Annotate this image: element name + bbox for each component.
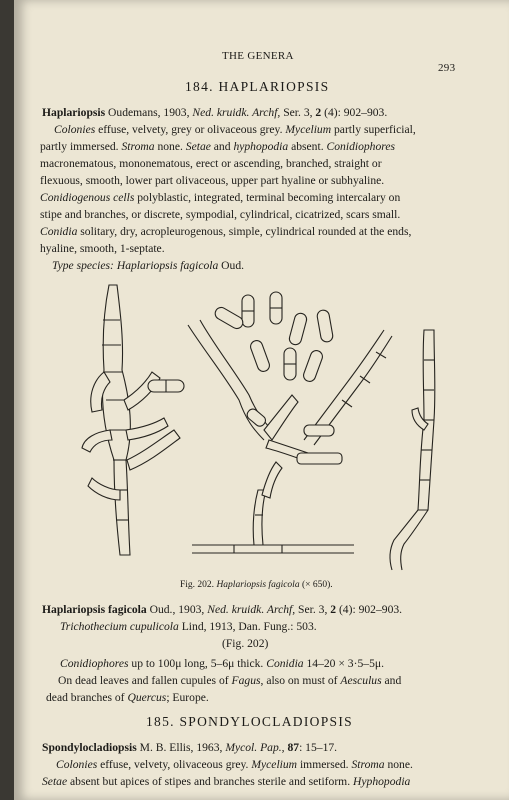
desc185-line-1: Colonies effuse, velvety, olivaceous grey. Mycelium immersed. Stroma none.	[56, 758, 413, 771]
section-heading-185: 185. SPONDYLOCLADIOPSIS	[146, 714, 353, 729]
fig-reference: (Fig. 202)	[222, 637, 269, 650]
section-heading-184: 184. HAPLARIOPSIS	[185, 79, 330, 94]
desc-line-8: hyaline, smooth, 1-septate.	[40, 242, 165, 255]
type-species: Type species: Haplariopsis fagicola Oud.	[52, 259, 245, 272]
desc-line-1: Colonies effuse, velvety, grey or olivaceous grey. Mycelium partly superficial,	[54, 123, 416, 136]
running-head: THE GENERA	[222, 50, 294, 62]
habitat-line-1: On dead leaves and fallen cupules of Fagus, also on must of Aesculus and	[58, 674, 402, 687]
desc-line-4: flexuous, smooth, lower part olivaceous, upper part hyaline or subhyaline.	[40, 174, 385, 187]
desc-line-5: Conidiogenous cells polyblastic, integrated, terminal becoming intercalary on	[40, 191, 401, 204]
genus-citation-185: Spondylocladiopsis M. B. Ellis, 1963, Mycol. Pap., 87: 15–17.	[42, 741, 338, 754]
synonym: Trichothecium cupulicola Lind, 1913, Dan. Fung.: 503.	[60, 620, 317, 633]
desc-line-2: partly immersed. Stroma none. Setae and hyphopodia absent. Conidiophores	[40, 140, 396, 153]
desc-line-6: stipe and branches, or discrete, sympodial, cylindrical, cicatrized, scars small.	[40, 208, 401, 221]
conidiophore-right	[390, 330, 435, 570]
book-page	[14, 0, 509, 800]
measurements: Conidiophores up to 100μ long, 5–6μ thick. Conidia 14–20 × 3·5–5μ.	[60, 657, 384, 670]
conidiophore-left	[82, 285, 184, 555]
habitat-line-2: dead branches of Quercus; Europe.	[46, 691, 209, 704]
figure-caption: Fig. 202. Haplariopsis fagicola (× 650).	[180, 580, 333, 590]
conidiophore-bottom	[192, 462, 354, 553]
species-citation: Haplariopsis fagicola Oud., 1903, Ned. kruidk. Archf, Ser. 3, 2 (4): 902–903.	[42, 603, 403, 616]
page-number: 293	[438, 62, 456, 74]
fig-202-illustration	[14, 0, 509, 580]
desc185-line-2: Setae absent but apices of stipes and branches sterile and setiform. Hyphopodia	[42, 775, 411, 788]
desc-line-3: macronematous, mononematous, erect or ascending, branched, straight or	[40, 157, 382, 170]
genus-citation: Haplariopsis Oudemans, 1903, Ned. kruidk. Archf, Ser. 3, 2 (4): 902–903.	[42, 106, 388, 119]
conidia-cluster	[213, 292, 334, 383]
genus-name: Haplariopsis	[42, 106, 106, 119]
desc-line-7: Conidia solitary, dry, acropleurogenous, simple, cylindrical rounded at the ends,	[40, 225, 412, 238]
